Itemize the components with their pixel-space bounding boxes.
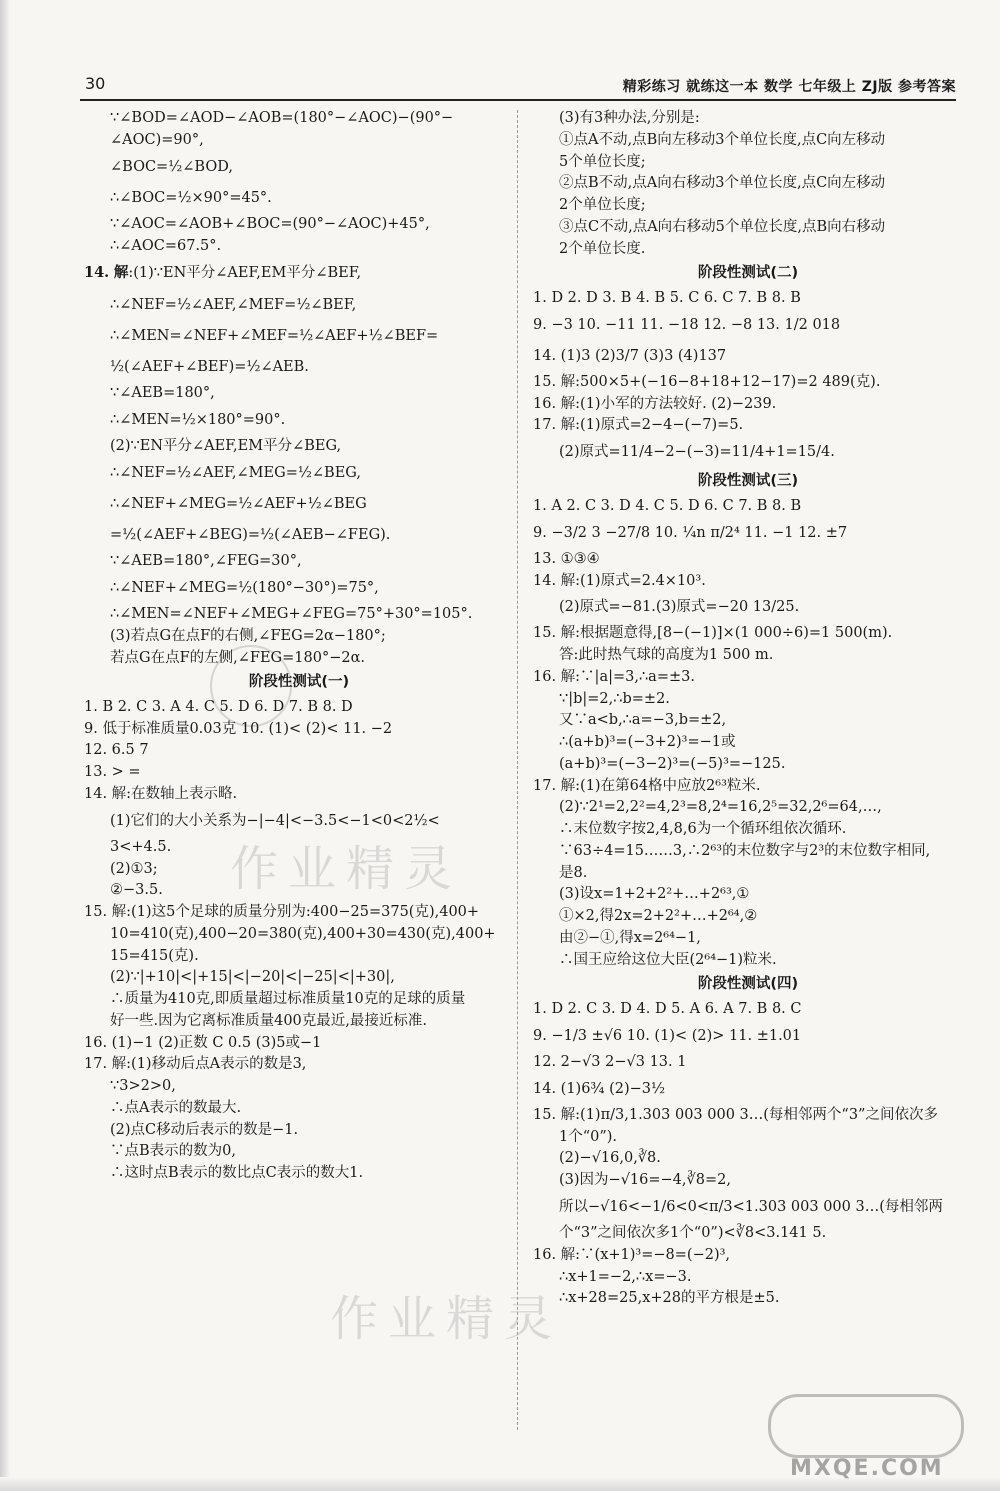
- logo-ring-icon: [768, 1394, 964, 1458]
- right-column: [533, 108, 963, 1310]
- answer-line: 17. 解:(1)在第64格中应放2⁶³粒米.: [533, 777, 761, 794]
- answer-line: 15. 解:根据题意得,[8−(−1)]×(1 000÷6)=1 500(m).: [533, 625, 893, 642]
- answer-line: 14. 解:(1)原式=2.4×10³.: [533, 572, 706, 589]
- answer-line: ∴∠MEN=∠NEF+∠MEF=½∠AEF+½∠BEF=: [110, 327, 439, 344]
- answer-line: 1. A 2. C 3. D 4. C 5. D 6. C 7. B 8. B: [533, 497, 802, 514]
- answer-line: (2)∵EN平分∠AEF,EM平分∠BEG,: [110, 437, 342, 454]
- answer-line: ②点B不动,点A向右移动3个单位长度,点C向左移动: [559, 175, 886, 192]
- answer-line: ∴(a+b)³=(−3+2)³=−1或: [559, 734, 736, 751]
- answer-line: ∵∠AEB=180°,∠FEG=30°,: [110, 553, 302, 570]
- answer-line: 5个单位长度;: [559, 153, 646, 170]
- answer-line: 是8.: [559, 864, 588, 881]
- page-number: 30: [85, 74, 106, 93]
- watermark: 作业精灵: [230, 841, 463, 897]
- answer-line: (3)设x=1+2+2²+…+2⁶³,①: [559, 886, 750, 903]
- answer-line: ∴∠NEF+∠MEG=½(180°−30°)=75°,: [110, 579, 379, 596]
- answer-line: ∴x+1=−2,∴x=−3.: [559, 1268, 692, 1285]
- section-heading: 阶段性测试(二): [697, 265, 799, 282]
- running-head: 精彩练习 就练这一本 数学 七年级上 ZJ版 参考答案: [622, 79, 956, 95]
- answer-line: (3)有3种办法,分别是:: [559, 110, 700, 126]
- answer-line: ∴∠NEF=½∠AEF,∠MEG=½∠BEG,: [110, 464, 361, 481]
- answer-line: (2)点C移动后表示的数是−1.: [110, 1121, 299, 1138]
- answer-line: 16. 解:∵|a|=3,∴a=±3.: [533, 668, 695, 685]
- answer-line: 14. (1)3 (2)3/7 (3)3 (4)137: [533, 347, 727, 364]
- answer-line: (2)原式=−81.(3)原式=−20 13/25.: [559, 599, 800, 616]
- answer-line: 12. 2−√3 2−√3 13. 1: [533, 1053, 687, 1070]
- answer-line: (1)它们的大小关系为−|−4|<−3.5<−1<0<2½<: [110, 812, 440, 829]
- answer-line: 14. 解:在数轴上表示略.: [84, 785, 238, 802]
- answer-line: 1个“0”).: [559, 1128, 618, 1145]
- section-heading: 阶段性测试(四): [697, 976, 799, 993]
- answer-line: 14. (1)6¾ (2)−3½: [533, 1080, 666, 1097]
- answer-line: (3)因为−√16=−4,∛8=2,: [559, 1172, 731, 1189]
- answer-line: ∠AOC)=90°,: [110, 131, 204, 148]
- answer-line: ∴这时点B表示的数比点C表示的数大1.: [110, 1165, 364, 1182]
- logo-url: MXQE.COM: [790, 1456, 944, 1481]
- answer-line: 由②−①,得x=2⁶⁴−1,: [559, 929, 701, 946]
- answer-line: 16. 解:∵(x+1)³=−8=(−2)³,: [533, 1246, 731, 1263]
- answer-line: (a+b)³=(−3−2)³=(−5)³=−125.: [559, 755, 786, 772]
- answer-line: ②−3.5.: [110, 882, 163, 899]
- answer-line: ∴质量为410克,即质量超过标准质量10克的足球的质量: [110, 991, 466, 1008]
- answer-line: 1. D 2. D 3. B 4. B 5. C 6. C 7. B 8. B: [533, 289, 801, 306]
- answer-line: 个“3”之间依次多1个“0”)<∛8<3.141 5.: [559, 1225, 827, 1242]
- answer-line: ③点C不动,点A向右移动5个单位长度,点B向右移动: [559, 218, 886, 235]
- answer-line: 9. −3/2 3 −27/8 10. ¼n π/2⁴ 11. −1 12. ±7: [533, 524, 848, 541]
- answer-line: ∠BOC=½∠BOD,: [110, 158, 233, 175]
- answer-line: ∴国王应给这位大臣(2⁶⁴−1)粒米.: [559, 951, 777, 968]
- answer-line: ∴∠NEF+∠MEG=½∠AEF+½∠BEG: [110, 495, 367, 512]
- answer-line: 9. −1/3 ±√6 10. (1)< (2)> 11. ±1.01: [533, 1027, 802, 1044]
- answer-line: ①×2,得2x=2+2²+…+2⁶⁴,②: [559, 908, 758, 925]
- answer-line: ∵|b|=2,∴b=±2.: [559, 690, 670, 707]
- answer-line: ∴点A表示的数最大.: [110, 1099, 242, 1116]
- answer-line: 13. ①③④: [533, 550, 600, 567]
- answer-line: ∴∠BOC=½×90°=45°.: [110, 189, 272, 206]
- answer-line: (3)若点G在点F的右侧,∠FEG=2α−180°;: [110, 627, 386, 644]
- answer-line: ∵3>2>0,: [110, 1078, 176, 1095]
- answer-line: 答:此时热气球的高度为1 500 m.: [559, 647, 774, 664]
- section-heading: 阶段性测试(一): [248, 674, 350, 691]
- answer-line: ∴∠MEN=∠NEF+∠MEG+∠FEG=75°+30°=105°.: [110, 606, 473, 623]
- answer-line: 1. B 2. C 3. A 4. C 5. D 6. D 7. B 8. D: [84, 698, 353, 715]
- answer-line: 好一些.因为它离标准质量400克最近,最接近标准.: [110, 1012, 428, 1029]
- watermark: 作业精灵: [330, 1291, 563, 1347]
- answer-line: 15. 解:500×5+(−16−8+18+12−17)=2 489(克).: [533, 373, 881, 390]
- section-heading: 阶段性测试(三): [697, 473, 799, 490]
- answer-line: ½(∠AEF+∠BEF)=½∠AEB.: [110, 358, 309, 375]
- scan-shadow-left: [0, 0, 10, 1491]
- answer-line: 2个单位长度;: [559, 197, 646, 213]
- column-divider: [517, 110, 518, 1430]
- answer-line: ∴∠MEN=½×180°=90°.: [110, 411, 286, 428]
- left-column: [84, 108, 514, 1185]
- answer-line: ∵∠AEB=180°,: [110, 385, 215, 402]
- answer-line: (2)∵2¹=2,2²=4,2³=8,2⁴=16,2⁵=32,2⁶=64,…,: [559, 799, 882, 816]
- answer-line: 9. 低于标准质量0.03克 10. (1)< (2)< 11. −2: [84, 720, 393, 737]
- answer-line: ∵∠AOC=∠AOB+∠BOC=(90°−∠AOC)+45°,: [110, 215, 430, 232]
- question-14-line: 14. 解:(1)∵EN平分∠AEF,EM平分∠BEF,: [84, 264, 362, 282]
- answer-line: 16. 解:(1)小军的方法较好. (2)−239.: [533, 395, 777, 412]
- answer-line: 若点G在点F的左侧,∠FEG=180°−2α.: [110, 649, 365, 666]
- answer-line: 15=415(克).: [110, 947, 199, 964]
- answer-line: ∵∠BOD=∠AOD−∠AOB=(180°−∠AOC)−(90°−: [110, 110, 454, 126]
- answer-line: 1. D 2. C 3. D 4. D 5. A 6. A 7. B 8. C: [533, 1001, 802, 1017]
- answer-line: ∴x+28=25,x+28的平方根是±5.: [559, 1290, 780, 1307]
- answer-line: ∵63÷4=15……3,∴2⁶³的末位数字与2³的末位数字相同,: [559, 842, 931, 859]
- answer-line: 10=410(克),400−20=380(克),400+30=430(克),400+: [110, 925, 496, 942]
- answer-line: 15. 解:(1)这5个足球的质量分别为:400−25=375(克),400+: [84, 904, 480, 921]
- answer-line: 12. 6.5 7: [84, 742, 149, 759]
- answer-line: ∴∠AOC=67.5°.: [110, 237, 222, 254]
- answer-line: 所以−√16<−1/6<0<π/3<1.303 003 000 3…(每相邻两: [559, 1198, 943, 1215]
- answer-line: 13. > =: [84, 764, 141, 781]
- answer-line: 3<+4.5.: [110, 838, 172, 855]
- answer-line: ∴末位数字按2,4,8,6为一个循环组依次循环.: [559, 821, 847, 838]
- answer-line: ①点A不动,点B向左移动3个单位长度,点C向左移动: [559, 131, 886, 148]
- answer-line: 15. 解:(1)π/3,1.303 003 000 3…(每相邻两个“3”之间依次多: [533, 1106, 938, 1123]
- answer-line: =½(∠AEF+∠BEG)=½(∠AEB−∠FEG).: [110, 527, 391, 544]
- answer-line: 又∵a<b,∴a=−3,b=±2,: [559, 712, 727, 729]
- answer-line: 17. 解:(1)原式=2−4−(−7)=5.: [533, 417, 744, 434]
- answer-line: (2)∵|+10|<|+15|<|−20|<|−25|<|+30|,: [110, 969, 395, 986]
- answer-line: (2)−√16,0,∛8.: [559, 1150, 661, 1167]
- answer-line: (2)原式=11/4−2−(−3)=11/4+1=15/4.: [559, 444, 835, 461]
- answer-line: 9. −3 10. −11 11. −18 12. −8 13. 1/2 018: [533, 316, 841, 333]
- header-rule: [80, 99, 956, 101]
- answer-line: 16. (1)−1 (2)正数 C 0.5 (3)5或−1: [84, 1034, 322, 1051]
- answer-line: 2个单位长度.: [559, 240, 646, 257]
- answer-line: 17. 解:(1)移动后点A表示的数是3,: [84, 1056, 307, 1073]
- answer-line: ∵点B表示的数为0,: [110, 1143, 236, 1160]
- answer-line: ∴∠NEF=½∠AEF,∠MEF=½∠BEF,: [110, 296, 357, 313]
- site-logo: [762, 1386, 972, 1481]
- answer-line: (2)①3;: [110, 860, 158, 877]
